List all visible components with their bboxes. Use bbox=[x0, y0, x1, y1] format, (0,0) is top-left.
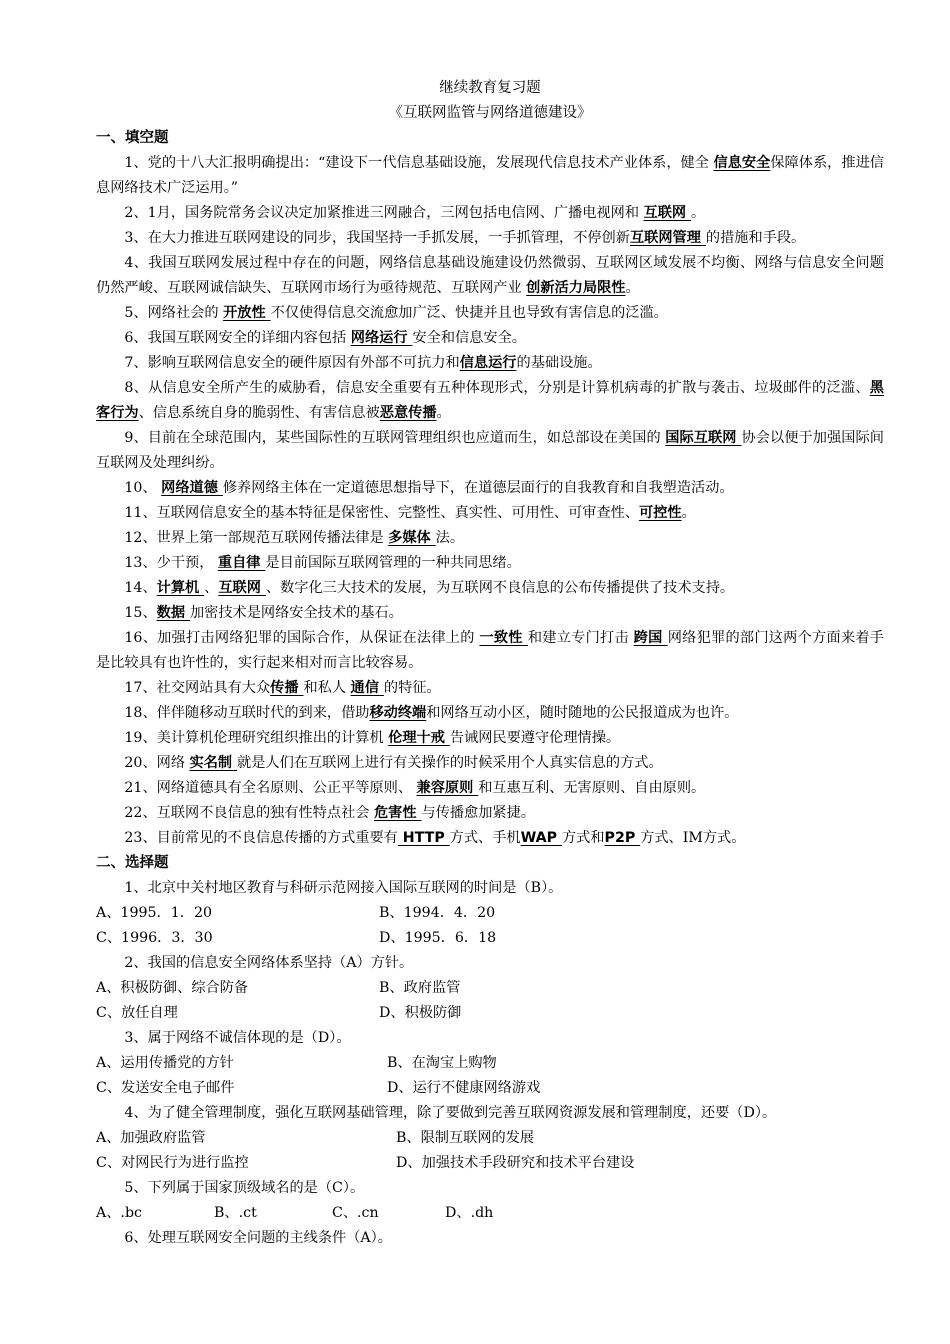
answer-blank: 信息安全 bbox=[713, 155, 771, 171]
document-subtitle: 《互联网监管与网络道德建设》 bbox=[388, 105, 592, 121]
answer-blank: 实名制 bbox=[189, 755, 238, 771]
option-d: D、加强技术手段研究和技术平台建设 bbox=[396, 1155, 635, 1171]
answer-blank: 互联网 bbox=[218, 580, 266, 596]
choice-5-options-row bbox=[96, 1201, 884, 1226]
question-3: 3、在大力推进互联网建设的同步，我国坚持一手抓发展，一手抓管理，不停创新互联网管理 的措施和手段。 bbox=[124, 230, 806, 246]
option-d: D、.dh bbox=[445, 1205, 494, 1221]
option-a: A、1995．1．20 bbox=[96, 905, 212, 921]
choice-3-stem: 3、属于网络不诚信体现的是（D）。 bbox=[124, 1030, 351, 1046]
section-heading-fill-in: 一、填空题 bbox=[96, 130, 169, 146]
question-4: 4、我国互联网发展过程中存在的问题，网络信息基础设施建设仍然微弱、互联网区域发展不均衡、网络与信息安全问题仍然严峻、互联网诚信缺失、互联网市场行为亟待规范、互联网产业 创新活力局限性。 bbox=[96, 255, 884, 296]
question-17: 17、社交网站具有大众传播 和私人 通信 的特征。 bbox=[124, 680, 441, 696]
answer-blank: 互联网管理 bbox=[629, 230, 706, 246]
question-9: 9、目前在全球范围内，某些国际性的互联网管理组织也应道而生，如总部设在美国的 国际互联网 协会以便于加强国际间互联网及处理纠纷。 bbox=[96, 430, 884, 471]
choice-3-options-row-2 bbox=[96, 1076, 884, 1101]
question-16: 16、加强打击网络犯罪的国际合作，从保证在法律上的 一致性 和建立专门打击 跨国 网络犯罪的部门这两个方面来着手是比较具有也许性的，实行起来相对而言比较容易。 bbox=[96, 630, 884, 671]
answer-blank: 创新活力局限性 bbox=[526, 280, 626, 296]
option-d: D、1995．6．18 bbox=[379, 930, 497, 946]
question-20: 20、网络 实名制 就是人们在互联网上进行有关操作的时候采用个人真实信息的方式。 bbox=[124, 755, 663, 771]
document-title: 继续教育复习题 bbox=[439, 80, 541, 96]
section-heading-choice: 二、选择题 bbox=[96, 855, 169, 871]
option-a: A、加强政府监管 bbox=[96, 1130, 206, 1146]
answer-blank: 伦理十戒 bbox=[388, 730, 450, 746]
option-a: A、积极防御、综合防备 bbox=[96, 980, 249, 996]
answer-blank: 互联网 bbox=[643, 205, 692, 221]
answer-blank: 跨国 bbox=[633, 630, 668, 646]
answer-blank: 通信 bbox=[350, 680, 384, 696]
question-2: 2、1月，国务院常务会议决定加紧推进三网融合，三网包括电信网、广播电视网和 互联网 。 bbox=[124, 205, 706, 221]
option-b: B、1994．4．20 bbox=[379, 905, 496, 921]
question-8: 8、从信息安全所产生的威胁看，信息安全重要有五种体现形式，分别是计算机病毒的扩散与袭击、垃圾邮件的泛滥、黑客行为、信息系统自身的脆弱性、有害信息被恶意传播。 bbox=[96, 380, 884, 421]
question-21: 21、网络道德具有全名原则、公正平等原则、 兼容原则 和互惠互利、无害原则、自由原则。 bbox=[124, 780, 706, 796]
answer-blank: 兼容原则 bbox=[416, 780, 479, 796]
answer-blank: HTTP bbox=[397, 830, 450, 846]
option-c: C、放任自理 bbox=[96, 1005, 178, 1021]
option-c: C、发送安全电子邮件 bbox=[96, 1080, 235, 1096]
choice-2-stem: 2、我国的信息安全网络体系坚持（A）方针。 bbox=[124, 955, 414, 971]
answer-blank: 国际互联网 bbox=[665, 430, 742, 446]
answer-blank: 一致性 bbox=[479, 630, 528, 646]
choice-1-options-row-2 bbox=[96, 926, 884, 951]
option-b: B、.ct bbox=[214, 1205, 257, 1221]
option-c: C、对网民行为进行监控 bbox=[96, 1155, 249, 1171]
question-1: 1、党的十八大汇报明确提出：“建设下一代信息基础设施，发展现代信息技术产业体系，健全 信息安全保障体系，推进信息网络技术广泛运用。” bbox=[96, 155, 884, 196]
answer-blank: 传播 bbox=[270, 680, 304, 696]
answer-blank: 网络道德 bbox=[161, 480, 223, 496]
answer-blank: 恶意传播 bbox=[379, 405, 437, 421]
answer-blank: 多媒体 bbox=[388, 530, 436, 546]
answer-blank: 信息运行 bbox=[459, 355, 517, 371]
choice-2-options-row-1 bbox=[96, 976, 884, 1001]
option-d: D、积极防御 bbox=[379, 1005, 462, 1021]
question-14: 14、计算机 、互联网 、数字化三大技术的发展，为互联网不良信息的公布传播提供了技术支持。 bbox=[124, 580, 735, 596]
answer-blank: 移动终端 bbox=[369, 705, 427, 721]
option-a: A、.bc bbox=[96, 1205, 142, 1221]
answer-blank: 重自律 bbox=[217, 555, 266, 571]
option-b: B、在淘宝上购物 bbox=[387, 1055, 497, 1071]
answer-blank: 危害性 bbox=[373, 805, 422, 821]
choice-4-stem: 4、为了健全管理制度，强化互联网基础管理，除了要做到完善互联网资源发展和管理制度，还要（D）。 bbox=[124, 1105, 777, 1121]
option-d: D、运行不健康网络游戏 bbox=[387, 1080, 541, 1096]
option-c: C、1996．3．30 bbox=[96, 930, 213, 946]
answer-blank: WAP bbox=[520, 830, 562, 846]
option-b: B、政府监管 bbox=[379, 980, 461, 996]
question-22: 22、互联网不良信息的独有性特点社会 危害性 与传播愈加紧捷。 bbox=[124, 805, 535, 821]
choice-4-options-row-1 bbox=[96, 1126, 884, 1151]
answer-blank: 网络运行 bbox=[350, 330, 413, 346]
question-10: 10、 网络道德 修养网络主体在一定道德思想指导下，在道德层面行的自我教育和自我塑造活动。 bbox=[124, 480, 734, 496]
choice-1-stem: 1、北京中关村地区教育与科研示范网接入国际互联网的时间是（B）。 bbox=[124, 880, 563, 896]
choice-5-stem: 5、下列属于国家顶级域名的是（C）。 bbox=[124, 1180, 365, 1196]
choice-3-options-row-1 bbox=[96, 1051, 884, 1076]
question-18: 18、伴伴随移动互联时代的到来，借助移动终端和网络互动小区，随时随地的公民报道成为也许。 bbox=[124, 705, 739, 721]
question-19: 19、美计算机伦理研究组织推出的计算机 伦理十戒 告诫网民要遵守伦理情操。 bbox=[124, 730, 621, 746]
question-15: 15、数据 加密技术是网络安全技术的基石。 bbox=[124, 605, 403, 621]
option-b: B、限制互联网的发展 bbox=[396, 1130, 535, 1146]
question-7: 7、影响互联网信息安全的硬件原因有外部不可抗力和信息运行的基础设施。 bbox=[124, 355, 602, 371]
answer-blank: 数据 bbox=[156, 605, 190, 621]
option-a: A、运用传播党的方针 bbox=[96, 1055, 234, 1071]
question-23: 23、目前常见的不良信息传播的方式重要有 HTTP 方式、手机WAP 方式和P2P 方式、IM方式。 bbox=[124, 830, 746, 846]
answer-blank: P2P bbox=[604, 830, 641, 846]
answer-blank: 可控性 bbox=[639, 505, 682, 521]
question-5: 5、网络社会的 开放性 不仅使得信息交流愈加广泛、快捷并且也导致有害信息的泛滥。 bbox=[124, 305, 668, 321]
option-c: C、.cn bbox=[332, 1205, 379, 1221]
choice-1-options-row-1 bbox=[96, 901, 884, 926]
answer-blank: 开放性 bbox=[223, 305, 271, 321]
question-11: 11、互联网信息安全的基本特征是保密性、完整性、真实性、可用性、可审查性、可控性。 bbox=[124, 505, 696, 521]
choice-6-stem: 6、处理互联网安全问题的主线条件（A）。 bbox=[124, 1230, 392, 1246]
answer-blank: 黑客行为 bbox=[96, 380, 884, 421]
question-13: 13、少干预， 重自律 是目前国际互联网管理的一种共同思绪。 bbox=[124, 555, 521, 571]
answer-blank: 计算机 bbox=[156, 580, 205, 596]
question-6: 6、我国互联网安全的详细内容包括 网络运行 安全和信息安全。 bbox=[124, 330, 526, 346]
question-12: 12、世界上第一部规范互联网传播法律是 多媒体 法。 bbox=[124, 530, 465, 546]
choice-2-options-row-2 bbox=[96, 1001, 884, 1026]
choice-4-options-row-2 bbox=[96, 1151, 884, 1176]
